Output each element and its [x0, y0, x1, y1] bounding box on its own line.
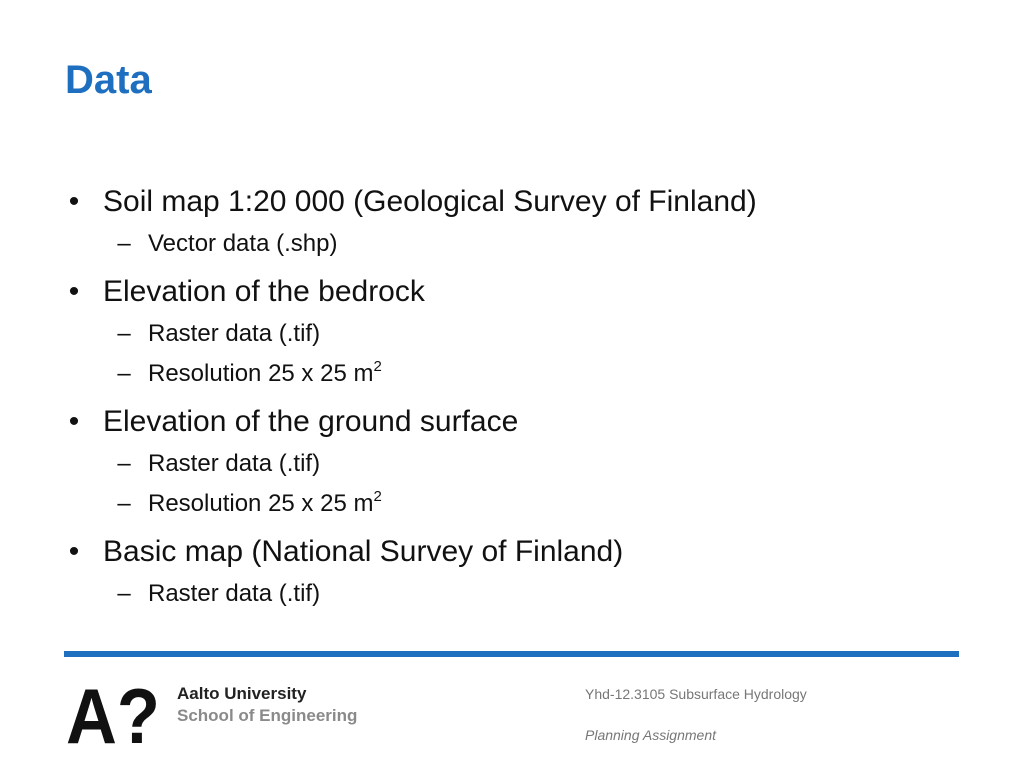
bullet-marker: • [68, 185, 80, 218]
bullet-item [64, 530, 964, 574]
sub-bullet-marker: – [117, 580, 131, 607]
bullet-marker: • [68, 275, 80, 308]
sub-bullet-text: Raster data (.tif) [148, 320, 321, 347]
sub-bullet-marker: – [117, 450, 131, 477]
bullet-marker: • [68, 405, 80, 438]
sub-bullet-text: Vector data (.shp) [148, 230, 338, 257]
bullet-text: Elevation of the ground surface [103, 405, 519, 438]
slide-title: Data [65, 58, 152, 102]
sub-bullet-text: Resolution 25 x 25 m [148, 360, 374, 387]
sub-bullet-marker: – [117, 360, 131, 387]
sub-bullet-item [64, 314, 964, 354]
bullet-item [64, 270, 964, 314]
assignment-name: Planning Assignment [585, 727, 717, 743]
sub-bullet-item [64, 224, 964, 264]
bullet-item [64, 180, 964, 224]
sub-bullet-item [64, 444, 964, 484]
bullet-group [64, 180, 964, 264]
aalto-logo [66, 686, 160, 744]
sub-bullet-item [64, 484, 964, 524]
sub-bullet-marker: – [117, 320, 131, 347]
bullet-marker: • [68, 535, 80, 568]
bullet-text: Soil map 1:20 000 (Geological Survey of Finland) [103, 185, 757, 218]
bullet-list [64, 178, 964, 620]
superscript: 2 [373, 488, 382, 505]
sub-bullet-text: Raster data (.tif) [148, 450, 321, 477]
superscript: 2 [373, 358, 382, 375]
bullet-item [64, 400, 964, 444]
bullet-text: Elevation of the bedrock [103, 275, 425, 308]
logo-glyphs: A? [66, 686, 160, 744]
footer-divider [64, 651, 959, 657]
sub-bullet-marker: – [117, 490, 131, 517]
sub-bullet-marker: – [117, 230, 131, 257]
university-name: Aalto University [177, 684, 307, 703]
bullet-group [64, 270, 964, 394]
sub-bullet-text: Raster data (.tif) [148, 580, 321, 607]
sub-bullet-text: Resolution 25 x 25 m [148, 490, 374, 517]
school-name: School of Engineering [177, 706, 358, 725]
bullet-text: Basic map (National Survey of Finland) [103, 535, 624, 568]
bullet-group [64, 400, 964, 524]
course-code: Yhd-12.3105 Subsurface Hydrology [585, 686, 807, 702]
sub-bullet-item [64, 354, 964, 394]
sub-bullet-item [64, 574, 964, 614]
bullet-group [64, 530, 964, 614]
